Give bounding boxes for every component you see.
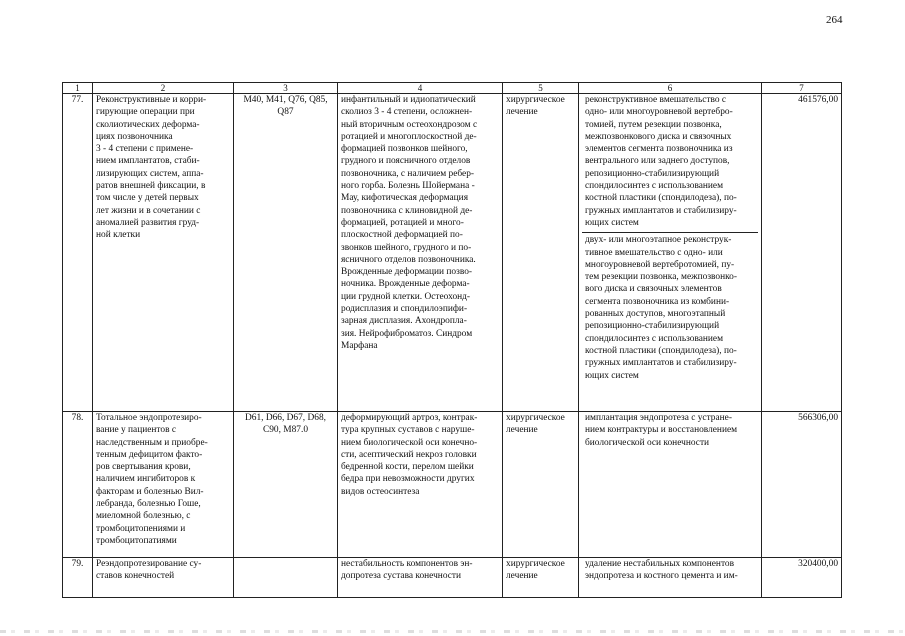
text-line: позвоночника с клиновидной де- [341, 205, 473, 216]
treatment-method [582, 94, 758, 232]
text-line: двух- или многоэтапное реконструк- [585, 235, 732, 246]
text-line: M40, M41, Q76, Q85, [243, 95, 328, 105]
treatment-methods [579, 412, 762, 558]
text-line: костной пластики (спондилодеза), по- [585, 345, 737, 356]
text-line: элементов сегмента позвоночника из [585, 144, 733, 155]
text-line: лечение [506, 107, 538, 118]
text-line: многоуровневой вертебротомией, пу- [585, 259, 735, 270]
text-line: гружных имплантатов и стабилизиру- [585, 205, 737, 216]
text-line: ставов конечностей [96, 571, 175, 582]
diagnosis-codes [234, 412, 338, 558]
text-line: удаление нестабильных компонентов [585, 559, 735, 569]
diagnosis-description [338, 558, 503, 598]
text-line: межпозвонкового диска и связочных [585, 131, 732, 142]
price-value: 320400,00 [762, 558, 842, 598]
text-line: вого диска и связочных элементов [585, 284, 722, 295]
text-line: формацией позвонков шейного, [341, 144, 468, 155]
diagnosis-codes [234, 558, 338, 598]
text-line: репозиционно-стабилизирующий [585, 321, 720, 332]
text-line: вентрального или заднего доступов, [585, 156, 730, 167]
page-number: 264 [826, 14, 843, 26]
table-row [63, 558, 842, 598]
text-line: 3 - 4 степени с примене- [96, 144, 194, 155]
text-line: гружных имплантатов и стабилизиру- [585, 358, 737, 369]
treatment-type [503, 412, 579, 558]
treatment-methods [579, 558, 762, 598]
text-line: бедренной кости, перелом шейки [341, 462, 474, 473]
text-line: эндопротеза и костного цемента и им- [585, 571, 738, 582]
text-line: лечение [506, 571, 538, 582]
table-row [63, 412, 842, 558]
treatment-method [582, 232, 758, 385]
procedure-name [93, 94, 234, 412]
procedure-name [93, 558, 234, 598]
text-line: спондилосинтез с использованием [585, 181, 724, 192]
text-line: ный вторичным остеохондрозом с [341, 119, 478, 130]
text-line: факторам и болезнью Вил- [96, 486, 204, 497]
treatment-method [582, 412, 758, 452]
text-line: тура крупных суставов с наруше- [341, 425, 475, 436]
price-value: 566306,00 [762, 412, 842, 558]
text-line: одно- или многоуровневой вертебро- [585, 107, 733, 118]
text-line: нием контрактуры и восстановлением [585, 425, 738, 436]
text-line: грудного и поясничного отделов [341, 156, 471, 167]
text-line: звонков шейного, грудного и по- [341, 242, 472, 253]
text-line: нием биологической оси конечно- [341, 437, 478, 448]
column-header: 3 [234, 83, 338, 94]
treatment-methods [579, 94, 762, 412]
column-header: 7 [762, 83, 842, 94]
text-line: хирургическое [506, 413, 565, 423]
text-line: спондилосинтез с использованием [585, 333, 724, 344]
text-line: аномалией развития груд- [96, 217, 200, 228]
text-line: ющих систем [585, 217, 639, 228]
text-line: сти, асептический некроз головки [341, 449, 477, 460]
column-header: 5 [503, 83, 579, 94]
treatment-method [582, 558, 758, 586]
text-line: хирургическое [506, 559, 565, 569]
text-line: нием имплантатов, стаби- [96, 156, 200, 167]
treatment-type [503, 94, 579, 412]
text-line: Мау, кифотическая деформация [341, 193, 469, 204]
text-line: C90, M87.0 [262, 425, 309, 436]
services-table [62, 82, 842, 598]
text-line: видов остеосинтеза [341, 486, 420, 497]
text-line: тромбоцитопениями и [96, 523, 186, 534]
text-line: зия. Нейрофиброматоз. Синдром [341, 328, 473, 339]
text-line: биологической оси конечности [585, 437, 710, 448]
text-line: сколиотических деформа- [96, 119, 200, 130]
text-line: сегмента позвоночника из комбини- [585, 296, 730, 307]
text-line: ротацией и многоплоскостной де- [341, 131, 477, 142]
text-line: ной клетки [96, 230, 141, 241]
text-line: имплантация эндопротеза с устране- [585, 413, 732, 423]
text-line: деформирующий артроз, контрак- [341, 413, 478, 423]
column-header: 2 [93, 83, 234, 94]
text-line: тромбоцитопатиями [96, 535, 177, 546]
text-line: D61, D66, D67, D68, [245, 413, 326, 423]
text-line: циях позвоночника [96, 131, 173, 142]
text-line: хирургическое [506, 95, 565, 105]
text-line: лет жизни и в сочетании с [96, 205, 201, 216]
text-line: костной пластики (спондилодеза), по- [585, 193, 737, 204]
text-line: реконструктивное вмешательство с [585, 95, 727, 105]
text-line: лебранда, болезнью Гоше, [96, 499, 201, 510]
text-line: рованных доступов, многоэтапный [585, 309, 726, 320]
column-header: 1 [63, 83, 93, 94]
text-line: ции грудной клетки. Остеохонд- [341, 291, 471, 302]
text-line: сколиоз 3 - 4 степени, осложнен- [341, 107, 473, 118]
table-row [63, 94, 842, 412]
diagnosis-codes [234, 94, 338, 412]
text-line: инфантильный и идиопатический [341, 95, 476, 105]
text-line: миеломной болезнью, с [96, 511, 191, 522]
text-line: том числе у детей первых [96, 193, 199, 204]
row-number: 79. [63, 558, 93, 598]
text-line: гирующие операции при [96, 107, 195, 118]
text-line: наследственным и приобре- [96, 437, 208, 448]
diagnosis-description [338, 94, 503, 412]
text-line: Реэндопротезирование су- [96, 559, 202, 569]
text-line: ратов внешней фиксации, в [96, 181, 206, 192]
text-line: наличием ингибиторов к [96, 474, 196, 485]
text-line: томией, путем резекции позвонка, [585, 119, 722, 130]
text-line: Q87 [277, 107, 294, 118]
table-body [63, 94, 842, 598]
text-line: репозиционно-стабилизирующий [585, 168, 720, 179]
text-line: Марфана [341, 340, 378, 351]
treatment-type [503, 558, 579, 598]
text-line: позвоночника, с наличием ребер- [341, 168, 475, 179]
column-header: 4 [338, 83, 503, 94]
text-line: Реконструктивные и корри- [96, 95, 207, 105]
text-line: допротеза сустава конечности [341, 571, 462, 582]
text-line: ного горба. Болезнь Шойермана - [341, 181, 475, 192]
text-line: зарная дисплазия. Ахондропла- [341, 316, 467, 327]
text-line: плоскостной деформацией по- [341, 230, 463, 241]
row-number: 77. [63, 94, 93, 412]
text-line: тенным дефицитом факто- [96, 449, 203, 460]
text-line: лечение [506, 425, 538, 436]
text-line: Тотальное эндопротезиро- [96, 413, 202, 423]
text-line: вание у пациентов с [96, 425, 177, 436]
text-line: тем резекции позвонка, межпозвонко- [585, 272, 737, 283]
scan-artifact [0, 630, 905, 633]
diagnosis-description [338, 412, 503, 558]
text-line: ров свертывания крови, [96, 462, 191, 473]
text-line: ющих систем [585, 370, 639, 381]
row-number: 78. [63, 412, 93, 558]
text-line: формацией, ротацией и много- [341, 217, 464, 228]
column-header: 6 [579, 83, 762, 94]
price-value: 461576,00 [762, 94, 842, 412]
text-line: Врожденные деформации позво- [341, 267, 472, 278]
procedure-name [93, 412, 234, 558]
text-line: родисплазия и спондилоэпифи- [341, 304, 468, 315]
text-line: нестабильность компонентов эн- [341, 559, 473, 569]
text-line: тивное вмешательство с одно- или [585, 247, 723, 258]
header-row [63, 83, 842, 94]
text-line: лизирующих систем, аппа- [96, 168, 204, 179]
text-line: ночника. Врожденные деформа- [341, 279, 470, 290]
text-line: бедра при невозможности других [341, 474, 475, 485]
text-line: ясничного отделов позвоночника. [341, 254, 476, 265]
